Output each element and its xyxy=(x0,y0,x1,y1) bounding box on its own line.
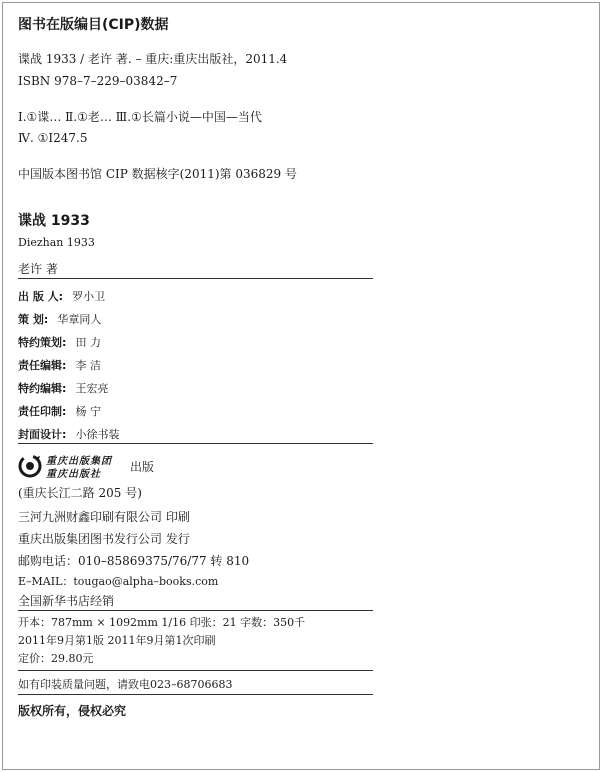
credit-editor xyxy=(18,354,101,373)
credit-label: 封面设计: xyxy=(18,428,67,441)
credit-label: 特约编辑: xyxy=(18,382,67,395)
divider-notice-top xyxy=(18,670,373,671)
cip-classification-2: Ⅳ. ①I247.5 xyxy=(18,131,88,145)
credit-publisher-head xyxy=(18,285,105,304)
publisher-address: (重庆长江二路 205 号) xyxy=(18,486,142,500)
credit-label: 特约策划: xyxy=(18,336,67,349)
publisher-emblem-icon xyxy=(18,454,42,478)
credit-print-supervisor xyxy=(18,400,101,419)
format-spec: 开本：787mm × 1092mm 1/16 印张：21 字数：350千 xyxy=(18,616,306,629)
distributor-line: 重庆出版集团图书发行公司 发行 xyxy=(18,532,190,546)
divider-notice-bottom xyxy=(18,694,373,695)
credit-label: 出 版 人: xyxy=(18,290,64,303)
sales-line: 全国新华书店经销 xyxy=(18,594,115,608)
book-pinyin-title: Diezhan 1933 xyxy=(18,236,95,249)
cip-isbn: ISBN 978–7–229–03842–7 xyxy=(18,74,178,88)
credit-special-planner xyxy=(18,331,101,350)
credit-planner xyxy=(18,308,101,327)
logo-publisher-name: 重庆出版社 xyxy=(46,469,101,480)
cip-classification-1: Ⅰ.①谍… Ⅱ.①老… Ⅲ.①长篇小说—中国—当代 xyxy=(18,110,262,124)
book-author: 老许 著 xyxy=(18,262,58,276)
credit-label: 策 划: xyxy=(18,313,49,326)
credit-value: 王宏亮 xyxy=(75,382,109,395)
credit-value: 小徐书装 xyxy=(75,428,120,441)
contact-email: E–MAIL：tougao@alpha–books.com xyxy=(18,575,219,588)
credit-cover-design xyxy=(18,423,120,442)
copyright-notice: 版权所有，侵权必究 xyxy=(18,704,127,718)
divider-credits-bottom xyxy=(18,443,373,444)
mail-order-phone: 邮购电话：010–85869375/76/77 转 810 xyxy=(18,554,250,568)
credit-value: 田 力 xyxy=(75,336,101,349)
credit-label: 责任印制: xyxy=(18,405,67,418)
divider-credits-top xyxy=(18,278,373,279)
quality-notice: 如有印装质量问题，请致电023–68706683 xyxy=(18,678,233,691)
book-title: 谍战 1933 xyxy=(18,213,90,229)
printer-line: 三河九洲财鑫印刷有限公司 印刷 xyxy=(18,510,190,524)
cip-record-number: 中国版本图书馆 CIP 数据核字(2011)第 036829 号 xyxy=(18,167,297,181)
divider-specs-top xyxy=(18,610,373,611)
credit-special-editor xyxy=(18,377,109,396)
price: 定价：29.80元 xyxy=(18,652,94,665)
logo-group-name: 重庆出版集团 xyxy=(46,456,112,467)
credit-value: 华章同人 xyxy=(57,313,102,326)
cip-heading: 图书在版编目(CIP)数据 xyxy=(18,17,169,33)
publisher-logo xyxy=(18,452,126,480)
publisher-suffix: 出版 xyxy=(130,460,155,474)
edition-spec: 2011年9月第1版 2011年9月第1次印刷 xyxy=(18,634,216,647)
credit-label: 责任编辑: xyxy=(18,359,67,372)
credit-value: 李 洁 xyxy=(75,359,101,372)
credit-value: 罗小卫 xyxy=(72,290,106,303)
credit-value: 杨 宁 xyxy=(75,405,101,418)
cip-title-line: 谍战 1933 / 老许 著. – 重庆:重庆出版社，2011.4 xyxy=(18,52,288,66)
